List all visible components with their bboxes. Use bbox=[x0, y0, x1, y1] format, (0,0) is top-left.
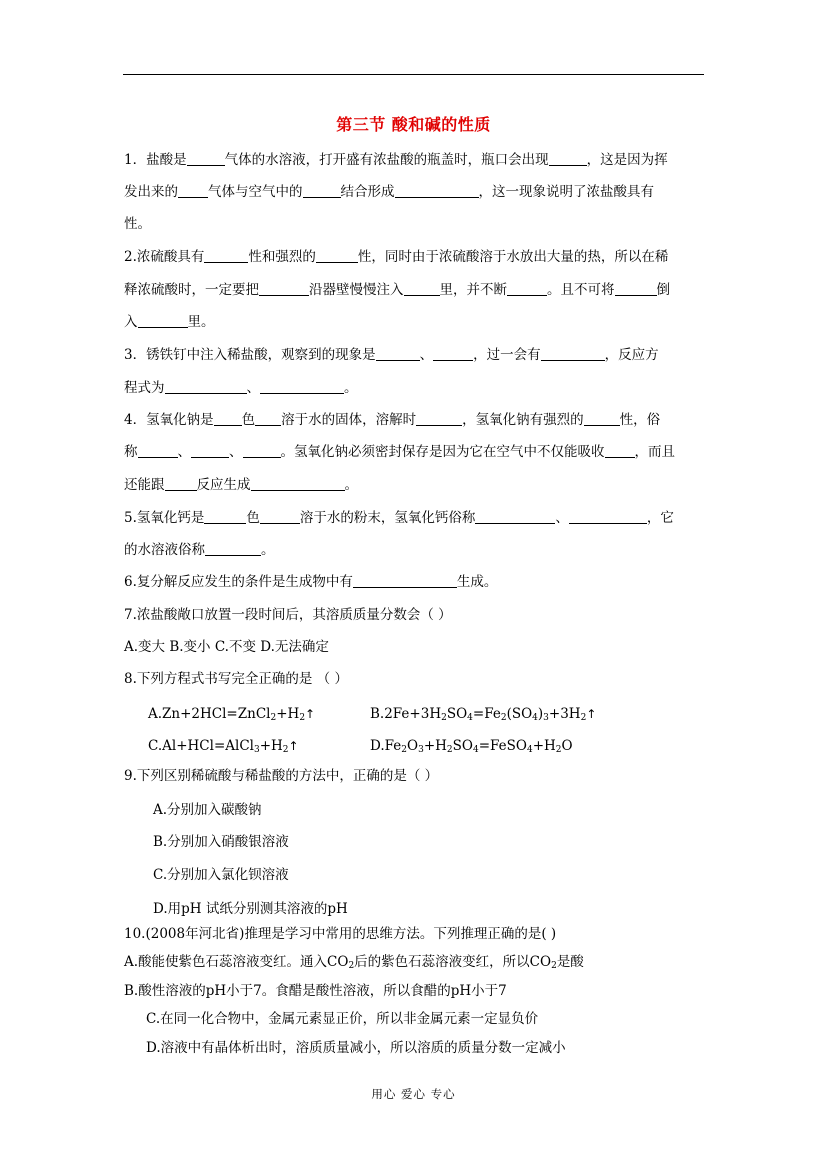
answer-blank[interactable] bbox=[615, 281, 657, 296]
q10-option-c[interactable]: C.在同一化合物中，金属元素显正价，所以非金属元素一定显负价 bbox=[146, 1011, 539, 1027]
answer-blank[interactable] bbox=[303, 183, 341, 198]
text: 程式为 bbox=[124, 380, 165, 396]
text: ，氢氧化钠有强烈的 bbox=[462, 412, 584, 428]
answer-blank[interactable] bbox=[205, 541, 261, 556]
q3-line-1 bbox=[124, 346, 659, 364]
subscript: 2 bbox=[348, 961, 355, 971]
text: +3H bbox=[548, 706, 581, 722]
text: SO bbox=[452, 738, 473, 754]
text: ) bbox=[537, 706, 544, 722]
q6-line bbox=[124, 573, 497, 591]
text: 性，俗 bbox=[619, 412, 661, 428]
text: 6.复分解反应发生的条件是生成物中有 bbox=[124, 574, 353, 590]
text: 后的紫色石蕊溶液变红，所以CO bbox=[354, 954, 552, 970]
q1-line-1 bbox=[124, 151, 668, 169]
text: 释浓硫酸时，一定要把 bbox=[124, 282, 259, 298]
answer-blank[interactable] bbox=[549, 151, 587, 166]
subscript: 2 bbox=[441, 713, 447, 723]
text: 的水溶液俗称 bbox=[124, 542, 205, 558]
answer-blank[interactable] bbox=[404, 281, 440, 296]
subscript: 3 bbox=[418, 745, 424, 755]
answer-blank[interactable] bbox=[204, 248, 248, 263]
answer-blank[interactable] bbox=[433, 346, 473, 361]
text: 称 bbox=[124, 444, 138, 460]
text: 里。 bbox=[187, 314, 215, 330]
text: A.Zn+2HCl=ZnCl bbox=[148, 706, 271, 722]
q9-option-a[interactable]: A.分别加入碳酸钠 bbox=[153, 802, 262, 818]
answer-blank[interactable] bbox=[541, 346, 605, 361]
subscript: 2 bbox=[551, 961, 557, 971]
text: 。 bbox=[261, 542, 275, 558]
q7-options: A.变大 B.变小 C.不变 D.无法确定 bbox=[124, 639, 329, 655]
answer-blank[interactable] bbox=[138, 313, 188, 328]
text: 入 bbox=[124, 314, 138, 330]
answer-blank[interactable] bbox=[395, 183, 479, 198]
text: 、 bbox=[229, 444, 243, 460]
text: 色 bbox=[246, 510, 260, 526]
text: 。 bbox=[344, 380, 358, 396]
text: 4．氢氧化钠是 bbox=[124, 412, 214, 428]
answer-blank[interactable] bbox=[260, 379, 344, 394]
answer-blank[interactable] bbox=[475, 509, 555, 524]
text: +H bbox=[423, 738, 447, 754]
text: 是酸 bbox=[556, 954, 584, 970]
answer-blank[interactable] bbox=[260, 509, 300, 524]
q8-option-c[interactable] bbox=[148, 737, 299, 755]
answer-blank[interactable] bbox=[138, 443, 178, 458]
text: +H bbox=[259, 738, 283, 754]
text: =Fe bbox=[472, 706, 501, 722]
text: ，过一会有 bbox=[473, 347, 541, 363]
answer-blank[interactable] bbox=[376, 346, 420, 361]
q4-line-3 bbox=[124, 476, 358, 494]
gas-arrow-icon: ↑ bbox=[305, 707, 316, 721]
text: A.酸能使紫色石蕊溶液变红。通入CO bbox=[124, 954, 349, 970]
text: B.2Fe+3H bbox=[370, 706, 442, 722]
text: 生成。 bbox=[456, 574, 498, 590]
text: 、 bbox=[177, 444, 191, 460]
subscript: 3 bbox=[543, 713, 549, 723]
q9-option-b[interactable]: B.分别加入硝酸银溶液 bbox=[153, 834, 289, 850]
answer-blank[interactable] bbox=[316, 248, 358, 263]
page-footer: 用心 爱心 专心 bbox=[371, 1087, 456, 1101]
q3-line-2 bbox=[124, 379, 358, 397]
q8-option-d[interactable] bbox=[370, 737, 573, 755]
answer-blank[interactable] bbox=[353, 573, 457, 588]
subscript: 2 bbox=[500, 713, 507, 723]
answer-blank[interactable] bbox=[584, 411, 620, 426]
q2-line-1 bbox=[124, 248, 668, 266]
q5-line-1 bbox=[124, 509, 674, 527]
text: 性，同时由于浓硫酸溶于水放出大量的热，所以在稀 bbox=[357, 249, 669, 265]
answer-blank[interactable] bbox=[214, 411, 242, 426]
text: ，反应方 bbox=[604, 347, 659, 363]
text: 发出来的 bbox=[124, 184, 178, 200]
q10-option-d[interactable]: D.溶液中有晶体析出时，溶质质量减小，所以溶质的质量分数一定减小 bbox=[146, 1040, 566, 1056]
q10-stem: 10.(2008年河北省)推理是学习中常用的思维方法。下列推理正确的是( ) bbox=[124, 926, 557, 942]
q1-line-2 bbox=[124, 183, 654, 201]
text: 、 bbox=[419, 347, 434, 363]
text: D.Fe bbox=[370, 738, 402, 754]
text: 。且不可将 bbox=[547, 282, 615, 298]
text: ，这是因为挥 bbox=[586, 152, 668, 168]
subscript: 4 bbox=[526, 745, 533, 755]
answer-blank[interactable] bbox=[569, 509, 647, 524]
answer-blank[interactable] bbox=[165, 379, 247, 394]
text: 性。 bbox=[124, 216, 151, 232]
text: 1．盐酸是 bbox=[124, 152, 187, 168]
q2-line-2 bbox=[124, 281, 670, 299]
q4-line-1 bbox=[124, 411, 660, 429]
answer-blank[interactable] bbox=[165, 476, 197, 491]
text: 沿器壁慢慢注入 bbox=[309, 282, 404, 298]
text: (SO bbox=[506, 706, 533, 722]
header-rule bbox=[123, 74, 704, 75]
answer-blank[interactable] bbox=[255, 411, 281, 426]
text: 色 bbox=[241, 412, 256, 428]
answer-blank[interactable] bbox=[251, 476, 345, 491]
text: 。 bbox=[344, 477, 358, 493]
q8-option-b[interactable] bbox=[370, 705, 596, 723]
answer-blank[interactable] bbox=[204, 509, 246, 524]
text: 性和强烈的 bbox=[248, 249, 316, 265]
text: O bbox=[407, 738, 419, 754]
q9-option-c[interactable]: C.分别加入氯化钡溶液 bbox=[153, 867, 289, 883]
gas-arrow-icon: ↑ bbox=[288, 739, 299, 753]
text: 5.氢氧化钙是 bbox=[124, 510, 205, 526]
subscript: 4 bbox=[472, 745, 479, 755]
subscript: 4 bbox=[467, 713, 473, 723]
page-title: 第三节 酸和碱的性质 bbox=[336, 115, 491, 134]
answer-blank[interactable] bbox=[191, 443, 229, 458]
answer-blank[interactable] bbox=[259, 281, 309, 296]
text: 里，并不断 bbox=[439, 282, 507, 298]
text: 、 bbox=[246, 380, 260, 396]
q8-stem: 8.下列方程式书写完全正确的是 （ ） bbox=[124, 671, 348, 687]
q9-option-d[interactable]: D.用pH 试纸分别测其溶液的pH bbox=[153, 901, 348, 917]
answer-blank[interactable] bbox=[416, 411, 462, 426]
q1-line-3 bbox=[124, 215, 151, 233]
text: 3．锈铁钉中注入稀盐酸，观察到的现象是 bbox=[124, 347, 376, 363]
subscript: 2 bbox=[555, 745, 562, 755]
text: O bbox=[561, 738, 573, 754]
text: C.Al+HCl=AlCl bbox=[148, 738, 254, 754]
q4-line-2 bbox=[124, 443, 675, 461]
q5-line-2 bbox=[124, 541, 275, 559]
q10-option-a[interactable] bbox=[124, 953, 584, 971]
answer-blank[interactable] bbox=[243, 443, 281, 458]
q2-line-3 bbox=[124, 313, 215, 331]
text: 反应生成 bbox=[196, 477, 251, 493]
text: +H bbox=[532, 738, 556, 754]
answer-blank[interactable] bbox=[178, 183, 208, 198]
answer-blank[interactable] bbox=[605, 443, 635, 458]
text: 倒 bbox=[656, 282, 670, 298]
text: 2.浓硫酸具有 bbox=[124, 249, 205, 265]
subscript: 2 bbox=[270, 713, 277, 723]
answer-blank[interactable] bbox=[187, 151, 225, 166]
text: 气体与空气中的 bbox=[208, 184, 303, 200]
answer-blank[interactable] bbox=[507, 281, 547, 296]
q10-option-b[interactable]: B.酸性溶液的pH小于7。食醋是酸性溶液，所以食醋的pH小于7 bbox=[124, 983, 507, 999]
text: 还能跟 bbox=[124, 477, 165, 493]
text: 溶于水的粉末，氢氧化钙俗称 bbox=[299, 510, 476, 526]
text: ，它 bbox=[646, 510, 674, 526]
gas-arrow-icon: ↑ bbox=[586, 707, 597, 721]
q9-stem: 9.下列区别稀硫酸与稀盐酸的方法中，正确的是（ ） bbox=[124, 768, 439, 784]
text: 。氢氧化钠必须密封保存是因为它在空气中不仅能吸收 bbox=[280, 444, 605, 460]
subscript: 2 bbox=[580, 713, 587, 723]
text: SO bbox=[446, 706, 468, 722]
text: +H bbox=[276, 706, 300, 722]
subscript: 2 bbox=[401, 745, 407, 755]
subscript: 2 bbox=[446, 745, 453, 755]
text: 结合形成 bbox=[340, 184, 395, 200]
q8-option-a[interactable] bbox=[148, 705, 315, 723]
q7-stem: 7.浓盐酸敞口放置一段时间后，其溶质质量分数会（ ） bbox=[124, 607, 452, 623]
subscript: 4 bbox=[532, 713, 538, 723]
text: ，这一现象说明了浓盐酸具有 bbox=[478, 184, 654, 200]
text: 溶于水的固体，溶解时 bbox=[281, 412, 417, 428]
subscript: 2 bbox=[282, 745, 289, 755]
text: ，而且 bbox=[634, 444, 675, 460]
text: 气体的水溶液，打开盛有浓盐酸的瓶盖时，瓶口会出现 bbox=[224, 152, 549, 168]
subscript: 2 bbox=[299, 713, 306, 723]
text: 、 bbox=[555, 510, 569, 526]
subscript: 3 bbox=[253, 745, 260, 755]
text: =FeSO bbox=[478, 738, 527, 754]
